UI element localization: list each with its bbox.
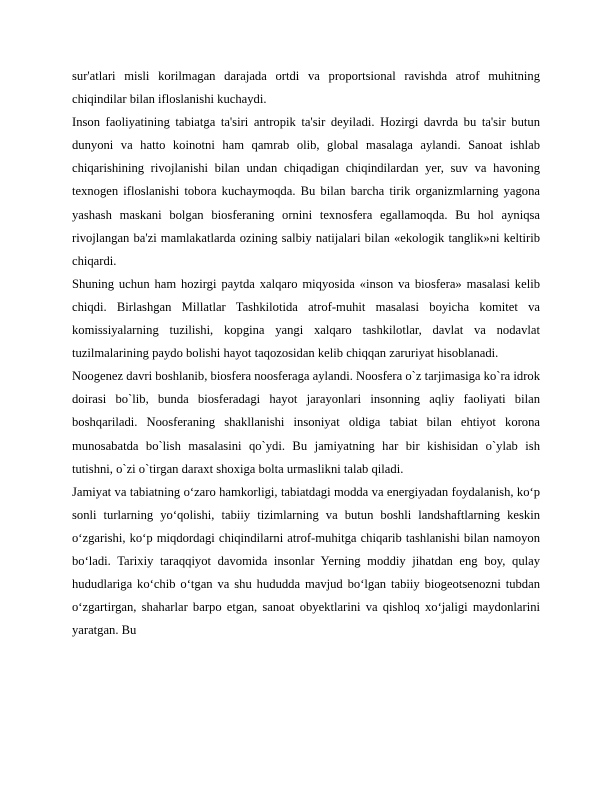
paragraph-anthropic-impact: Inson faoliyatining tabiatga ta'siri antropik ta'sir deyiladi. Hozirgi davrda bu ta'sir butun dunyoni va hatto koinotni ham qamrab olib, global masalaga aylandi. Sanoat ishlab chiqarishining rivojlanishi bilan undan chiqadigan chiqindilardan yer, suv va havoning texnogen ifloslanishi tobora kuchaymoqda. Bu bilan barcha tirik organizmlarning yagona yashash maskani bolgan biosferaning ornini texnosfera egallamoqda. Bu hol ayniqsa rivojlangan ba'zi mamlakatlarda ozining salbiy natijalari bilan «ekologik tanglik»ni keltirib chiqardi. (72, 115, 540, 268)
paragraph-pollution-growth: sur'atlari misli korilmagan darajada ortdi va proportsional ravishda atrof muhitning chiqindilar bilan ifloslanishi kuchaydi. (72, 69, 540, 107)
paragraph-society-nature: Jamiyat va tabiatning o‘zaro hamkorligi, tabiatdagi modda va energiyadan foydalanish, ko‘p sonli turlarning yo‘qolishi, tabiiy tizimlarning va butun boshli landshaftlarning keskin o‘zgarishi, ko‘p miqdordagi chiqindilarni atrof-muhitga chiqarib tashlanishi bilan namoyon bo‘ladi. Tarixiy taraqqiyot davomida insonlar Yerning moddiy jihatdan eng boy, qulay hududlariga ko‘chib o‘tgan va shu hududda mavjud bo‘lgan tabiiy biogeotsenozni tubdan o‘zgartirgan, shaharlar barpo etgan, sanoat obyektlarini va qishloq xo‘jaligi maydonlarini yaratgan. Bu (72, 484, 540, 638)
paragraph-noogenesis: Noogenez davri boshlanib, biosfera noosferaga aylandi. Noosfera o`z tarjimasiga ko`ra idrok doirasi bo`lib, bunda biosferadagi hayot jarayonlari insonning aqliy faoliyati bilan boshqariladi. Noosferaning shakllanishi insoniyat oldiga tabiat bilan ehtiyot korona munosabatda bo`lish masalasini qo`ydi. Bu jamiyatning har bir kishisidan o`ylab ish tutishni, o`zi o`tirgan daraxt shoxiga bolta urmaslikni talab qiladi. (72, 369, 540, 476)
paragraph-human-biosphere: Shuning uchun ham hozirgi paytda xalqaro miqyosida «inson va biosfera» masalasi kelib chiqdi. Birlashgan Millatlar Tashkilotida atrof-muhit masalasi boyicha komitet va komissiyalarning tuzilishi, kopgina yangi xalqaro tashkilotlar, davlat va nodavlat tuzilmalarining paydo bolishi hayot taqozosidan kelib chiqqan zaruriyat hisoblanadi. (72, 276, 540, 361)
document-body (72, 65, 540, 642)
